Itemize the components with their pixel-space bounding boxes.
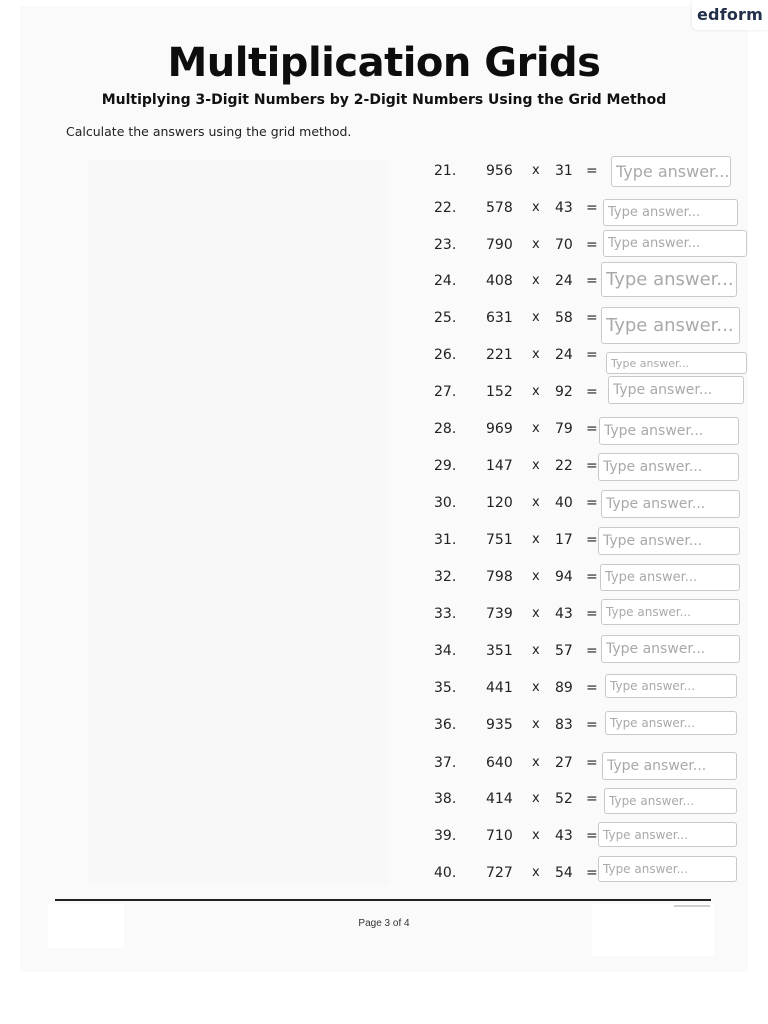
multiply-sign: x bbox=[532, 237, 540, 252]
multiply-sign: x bbox=[532, 310, 540, 325]
multiply-sign: x bbox=[532, 347, 540, 362]
multiplicand: 408 bbox=[486, 273, 513, 289]
multiplicand: 441 bbox=[486, 680, 513, 696]
multiplicand: 152 bbox=[486, 384, 513, 400]
multiply-sign: x bbox=[532, 273, 540, 288]
equals-sign: = bbox=[586, 347, 598, 363]
multiply-sign: x bbox=[532, 865, 540, 880]
equals-sign: = bbox=[586, 680, 598, 696]
multiply-sign: x bbox=[532, 458, 540, 473]
multiplicand: 631 bbox=[486, 310, 513, 326]
multiplier: 24 bbox=[555, 273, 573, 289]
multiplicand: 727 bbox=[486, 865, 513, 881]
equals-sign: = bbox=[586, 384, 598, 400]
multiplicand: 935 bbox=[486, 717, 513, 733]
footer-mark bbox=[674, 905, 710, 907]
question-number: 25. bbox=[434, 310, 457, 326]
multiplicand: 147 bbox=[486, 458, 513, 474]
multiply-sign: x bbox=[532, 495, 540, 510]
answer-input[interactable] bbox=[602, 752, 737, 780]
question-number: 34. bbox=[434, 643, 457, 659]
equals-sign: = bbox=[586, 569, 598, 585]
equals-sign: = bbox=[586, 532, 598, 548]
multiplicand: 351 bbox=[486, 643, 513, 659]
answer-input[interactable] bbox=[611, 156, 731, 187]
multiplicand: 751 bbox=[486, 532, 513, 548]
multiplier: 54 bbox=[555, 865, 573, 881]
answer-input[interactable] bbox=[606, 352, 747, 374]
multiplier: 89 bbox=[555, 680, 573, 696]
multiplicand: 969 bbox=[486, 421, 513, 437]
equals-sign: = bbox=[586, 200, 598, 216]
question-number: 31. bbox=[434, 532, 457, 548]
footer-panel-right bbox=[592, 904, 714, 956]
page-number: Page 3 of 4 bbox=[358, 918, 410, 929]
multiplicand: 790 bbox=[486, 237, 513, 253]
question-number: 36. bbox=[434, 717, 457, 733]
edform-logo: edform bbox=[692, 0, 768, 30]
equals-sign: = bbox=[586, 828, 598, 844]
multiplier: 94 bbox=[555, 569, 573, 585]
instruction-text: Calculate the answers using the grid method. bbox=[66, 124, 352, 139]
answer-input[interactable] bbox=[605, 674, 737, 698]
answer-input[interactable] bbox=[598, 453, 739, 481]
multiplicand: 414 bbox=[486, 791, 513, 807]
multiplier: 70 bbox=[555, 237, 573, 253]
equals-sign: = bbox=[586, 310, 598, 326]
question-number: 38. bbox=[434, 791, 457, 807]
question-number: 39. bbox=[434, 828, 457, 844]
question-number: 26. bbox=[434, 347, 457, 363]
multiplier: 58 bbox=[555, 310, 573, 326]
equals-sign: = bbox=[586, 421, 598, 437]
equals-sign: = bbox=[586, 237, 598, 253]
question-number: 33. bbox=[434, 606, 457, 622]
answer-input[interactable] bbox=[598, 527, 740, 555]
multiplier: 92 bbox=[555, 384, 573, 400]
equals-sign: = bbox=[586, 163, 598, 179]
equals-sign: = bbox=[586, 273, 598, 289]
answer-input[interactable] bbox=[604, 788, 737, 814]
question-number: 21. bbox=[434, 163, 457, 179]
multiplier: 22 bbox=[555, 458, 573, 474]
multiplier: 79 bbox=[555, 421, 573, 437]
multiply-sign: x bbox=[532, 384, 540, 399]
multiplier: 40 bbox=[555, 495, 573, 511]
equals-sign: = bbox=[586, 865, 598, 881]
equals-sign: = bbox=[586, 643, 598, 659]
multiplicand: 739 bbox=[486, 606, 513, 622]
multiplier: 43 bbox=[555, 200, 573, 216]
equals-sign: = bbox=[586, 495, 598, 511]
answer-input[interactable] bbox=[603, 230, 747, 257]
multiply-sign: x bbox=[532, 680, 540, 695]
answer-input[interactable] bbox=[599, 417, 739, 445]
question-number: 22. bbox=[434, 200, 457, 216]
equals-sign: = bbox=[586, 717, 598, 733]
multiplier: 27 bbox=[555, 755, 573, 771]
answer-input[interactable] bbox=[608, 376, 744, 404]
answer-input[interactable] bbox=[601, 262, 737, 297]
multiply-sign: x bbox=[532, 791, 540, 806]
answer-input[interactable] bbox=[598, 856, 737, 882]
page-subtitle: Multiplying 3-Digit Numbers by 2-Digit Numbers Using the Grid Method bbox=[101, 92, 667, 108]
answer-input[interactable] bbox=[600, 564, 740, 591]
multiplicand: 798 bbox=[486, 569, 513, 585]
answer-input[interactable] bbox=[601, 599, 740, 625]
answer-input[interactable] bbox=[603, 199, 738, 226]
multiply-sign: x bbox=[532, 717, 540, 732]
answer-input[interactable] bbox=[601, 635, 740, 663]
multiply-sign: x bbox=[532, 569, 540, 584]
footer-divider bbox=[55, 899, 711, 901]
multiplier: 52 bbox=[555, 791, 573, 807]
multiplier: 83 bbox=[555, 717, 573, 733]
question-number: 40. bbox=[434, 865, 457, 881]
question-number: 23. bbox=[434, 237, 457, 253]
answer-input[interactable] bbox=[598, 822, 737, 847]
multiplier: 17 bbox=[555, 532, 573, 548]
multiply-sign: x bbox=[532, 532, 540, 547]
multiplier: 57 bbox=[555, 643, 573, 659]
multiply-sign: x bbox=[532, 828, 540, 843]
question-number: 28. bbox=[434, 421, 457, 437]
answer-input[interactable] bbox=[605, 711, 737, 735]
multiply-sign: x bbox=[532, 163, 540, 178]
multiplier: 43 bbox=[555, 828, 573, 844]
multiplier: 24 bbox=[555, 347, 573, 363]
multiply-sign: x bbox=[532, 755, 540, 770]
multiply-sign: x bbox=[532, 200, 540, 215]
multiplier: 43 bbox=[555, 606, 573, 622]
question-number: 24. bbox=[434, 273, 457, 289]
multiply-sign: x bbox=[532, 643, 540, 658]
question-number: 29. bbox=[434, 458, 457, 474]
multiplicand: 578 bbox=[486, 200, 513, 216]
equals-sign: = bbox=[586, 458, 598, 474]
multiplicand: 710 bbox=[486, 828, 513, 844]
multiplicand: 120 bbox=[486, 495, 513, 511]
equals-sign: = bbox=[586, 791, 598, 807]
multiplicand: 956 bbox=[486, 163, 513, 179]
multiply-sign: x bbox=[532, 606, 540, 621]
multiplier: 31 bbox=[555, 163, 573, 179]
page-title: Multiplication Grids bbox=[167, 40, 601, 86]
question-number: 27. bbox=[434, 384, 457, 400]
equals-sign: = bbox=[586, 755, 598, 771]
multiplicand: 221 bbox=[486, 347, 513, 363]
answer-input[interactable] bbox=[601, 490, 740, 518]
answer-input[interactable] bbox=[601, 307, 740, 344]
question-number: 32. bbox=[434, 569, 457, 585]
multiply-sign: x bbox=[532, 421, 540, 436]
multiplicand: 640 bbox=[486, 755, 513, 771]
question-number: 35. bbox=[434, 680, 457, 696]
question-number: 30. bbox=[434, 495, 457, 511]
equals-sign: = bbox=[586, 606, 598, 622]
question-number: 37. bbox=[434, 755, 457, 771]
